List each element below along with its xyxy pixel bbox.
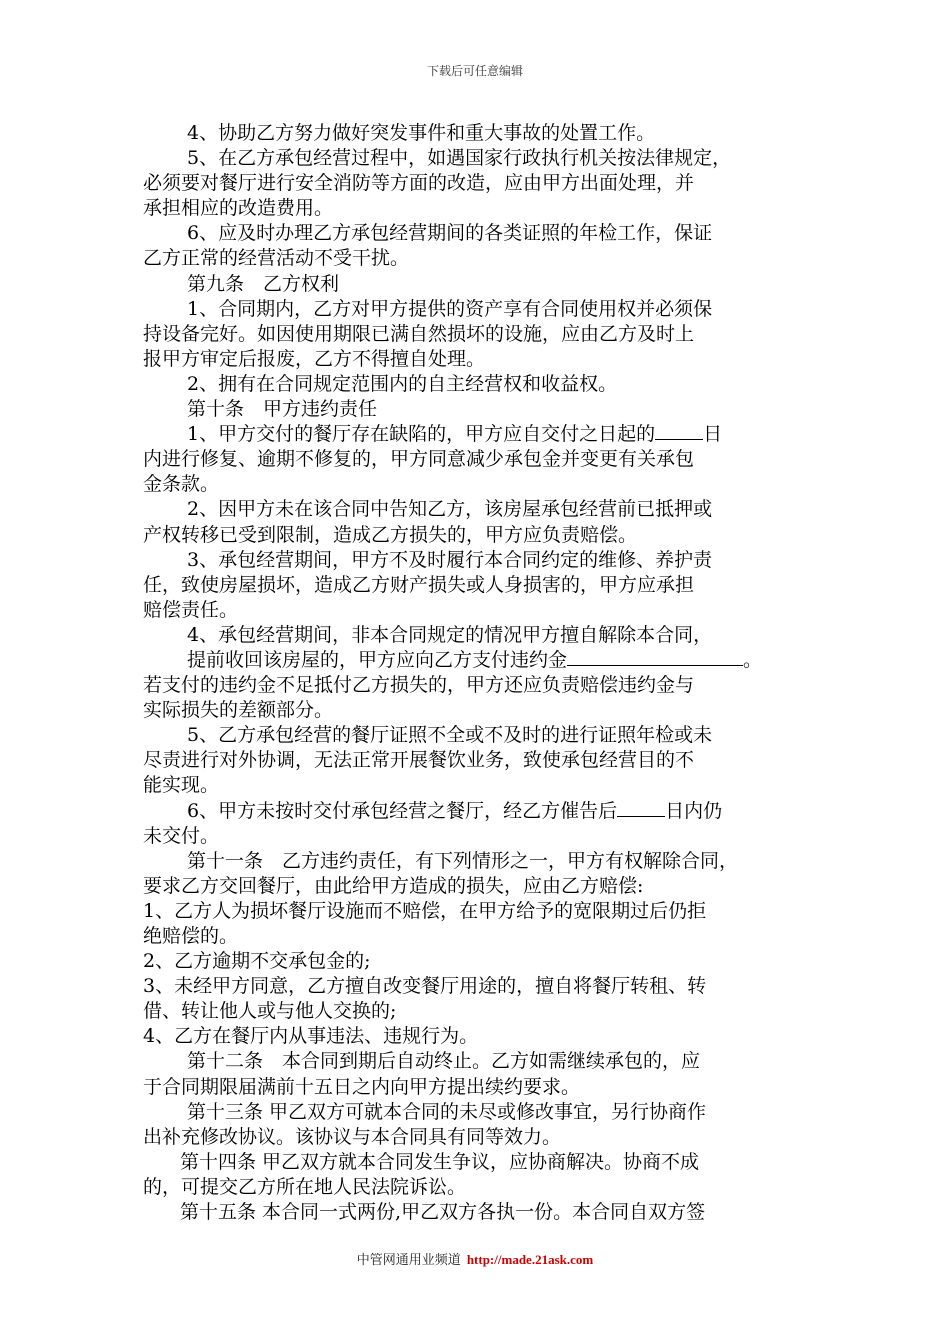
text-line: 1、乙方人为损坏餐厅设施而不赔偿，在甲方给予的宽限期过后仍拒 [143,899,707,922]
text-line: 5、在乙方承包经营过程中，如遇国家行政执行机关按法律规定， [187,147,732,170]
text-line: 3、未经甲方同意，乙方擅自改变餐厅用途的，擅自将餐厅转租、转 [143,975,707,998]
text-line: 实际损失的差额部分。 [143,699,334,722]
text-line: 第十二条 本合同到期后自动终止。乙方如需继续承包的，应 [187,1050,701,1073]
text-line: 能实现。 [143,774,220,797]
text-line: 金条款。 [143,473,220,496]
text-line: 若支付的违约金不足抵付乙方损失的，甲方还应负责赔偿违约金与 [143,674,695,697]
text-line: 4、协助乙方努力做好突发事件和重大事故的处置工作。 [187,122,656,144]
text-line: 持设备完好。如因使用期限已满自然损坏的设施，应由乙方及时上 [143,322,695,345]
text-line: 2、拥有在合同规定范围内的自主经营权和收益权。 [187,372,618,395]
text-line: 绝赔偿的。 [143,925,239,947]
text-line: 2、因甲方未在该合同中告知乙方，该房屋承包经营前已抵押或 [187,498,713,521]
text-line-with-blank [143,422,811,447]
text-line: 第十五条 本合同一式两份,甲乙双方各执一份。本合同自双方签 [180,1201,706,1224]
text-line: 5、乙方承包经营的餐厅证照不全或不及时的进行证照年检或未 [187,724,713,747]
footer [0,1249,950,1268]
text-line: 第十三条 甲乙双方可就本合同的未尽或修改事宜，另行协商作 [187,1100,707,1123]
footer-url[interactable]: http://made.21ask.com [466,1252,594,1267]
line-text-before: 1、甲方交付的餐厅存在缺陷的，甲方应自交付之日起的 [187,423,656,446]
text-line: 报甲方审定后报废，乙方不得擅自处理。 [143,347,486,370]
text-line: 1、合同期内，乙方对甲方提供的资产享有合同使用权并必须保 [187,297,713,320]
header-note: 下载后可任意编辑 [426,64,523,78]
text-line: 借、转让他人或与他人交换的; [143,1000,397,1023]
text-line: 第十一条 乙方违约责任，有下列情形之一，甲方有权解除合同， [187,849,739,872]
text-line: 3、承包经营期间，甲方不及时履行本合同约定的维修、养护责 [187,548,713,571]
text-line: 4、承包经营期间，非本合同规定的情况甲方擅自解除本合同， [187,623,713,646]
footer-label: 中管网通用业频道 [356,1253,461,1268]
text-line-with-blank [143,799,811,824]
text-line: 承担相应的改造费用。 [143,197,334,220]
text-line: 第十条 甲方违约责任 [187,398,378,421]
line-text-after: 。 [743,648,763,671]
line-text-after: 日内仍 [665,799,723,822]
text-line: 尽责进行对外协调，无法正常开展餐饮业务，致使承包经营目的不 [143,749,695,772]
fill-in-blank[interactable] [567,648,743,666]
text-line-with-blank [143,648,811,673]
text-line: 出补充修改协议。该协议与本合同具有同等效力。 [143,1125,562,1148]
text-line: 第九条 乙方权利 [187,272,340,295]
text-line: 的，可提交乙方所在地人民法院诉讼。 [143,1175,467,1198]
line-text-after: 日 [703,423,723,446]
line-text-before: 提前收回该房屋的，甲方应向乙方支付违约金 [187,648,568,671]
line-text-before: 6、甲方未按时交付承包经营之餐厅，经乙方催告后 [187,799,618,822]
text-line: 内进行修复、逾期不修复的，甲方同意减少承包金并变更有关承包 [143,448,695,471]
text-line: 于合同期限届满前十五日之内向甲方提出续约要求。 [143,1075,581,1098]
text-line: 赔偿责任。 [143,598,239,621]
text-line: 第十四条 甲乙双方就本合同发生争议，应协商解决。协商不成 [180,1150,700,1173]
fill-in-blank[interactable] [617,799,665,817]
text-line: 6、应及时办理乙方承包经营期间的各类证照的年检工作，保证 [187,222,713,245]
text-line: 任，致使房屋损坏，造成乙方财产损失或人身损害的，甲方应承担 [143,573,695,596]
fill-in-blank[interactable] [655,422,703,440]
text-line: 未交付。 [143,824,220,847]
text-line: 乙方正常的经营活动不受干扰。 [143,247,410,270]
text-line: 要求乙方交回餐厅，由此给甲方造成的损失，应由乙方赔偿: [143,874,644,897]
text-line: 2、乙方逾期不交承包金的; [143,950,371,973]
text-line: 产权转移已受到限制，造成乙方损失的，甲方应负责赔偿。 [143,523,638,546]
text-line: 4、乙方在餐厅内从事违法、违规行为。 [143,1025,479,1048]
text-line: 必须要对餐厅进行安全消防等方面的改造，应由甲方出面处理，并 [143,172,695,195]
contract-body [143,121,811,1225]
